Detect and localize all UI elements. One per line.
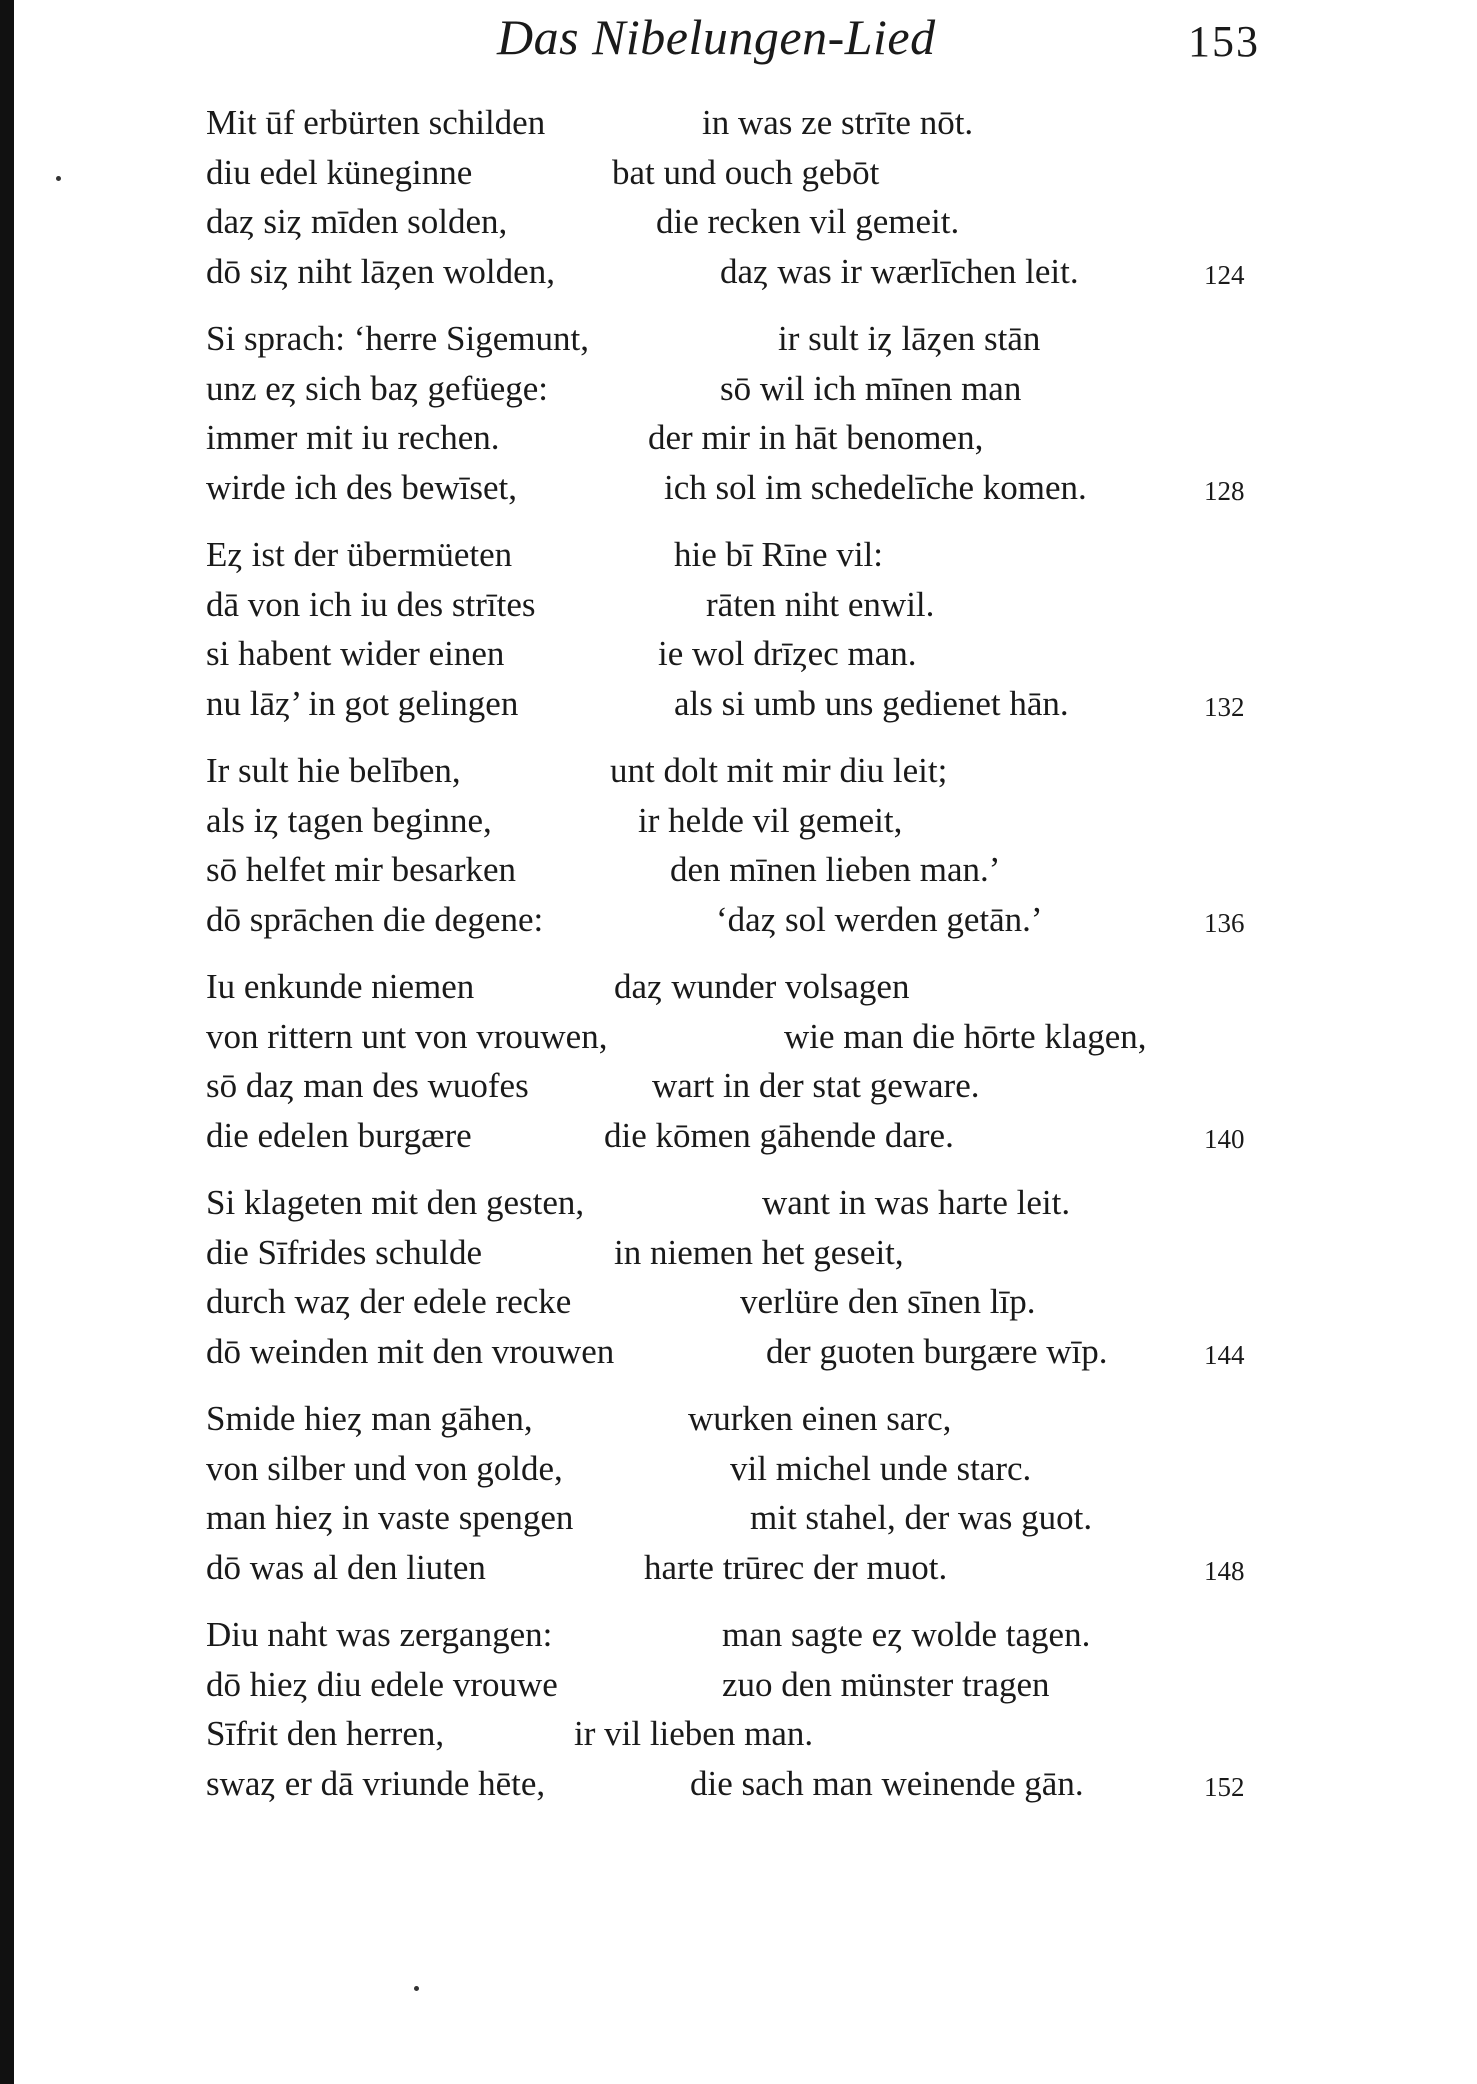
verse-second-half: ir sult iȥ lāȥen stān (778, 319, 1041, 358)
verse-line (206, 197, 1276, 247)
verse-first-half: als iȥ tagen beginne, (206, 800, 492, 840)
verse-first-half: dō was al den liuten (206, 1547, 486, 1587)
verse-second-half: der guoten burgære wīp. (766, 1331, 1108, 1371)
verse-line (206, 845, 1276, 895)
verse-line (206, 746, 1276, 796)
stanza-line-number: 136 (1204, 907, 1245, 938)
print-speck (414, 1986, 419, 1991)
verse-first-half: daȥ siȥ mīden solden, (206, 202, 508, 241)
verse-first-half: immer mit iu rechen. (206, 418, 500, 457)
verse-line (206, 1444, 1276, 1494)
verse-second-half: wie man die hōrte klagen, (784, 1016, 1147, 1056)
verse-first-half: Sīfrit den herren, (206, 1714, 445, 1753)
verse-first-half: Si sprach: ‘herre Sigemunt, (206, 319, 589, 358)
verse-first-half: nu lāȥ’ in got gelingen (206, 683, 519, 723)
verse-first-half: Eȥ ist der übermüeten (206, 535, 513, 574)
stanza (206, 746, 1276, 944)
verse-first-half: unz eȥ sich baȥ gefüege: (206, 368, 549, 408)
verse-line (206, 247, 1276, 297)
verse-first-half: si habent wider einen (206, 634, 505, 673)
running-title: Das Nibelungen-Lied (497, 9, 936, 65)
verse-line (206, 580, 1276, 630)
verse-second-half: rāten niht enwil. (706, 584, 935, 624)
verse-first-half: swaȥ er dā vriunde hēte, (206, 1763, 546, 1803)
verse-first-half: die edelen burgære (206, 1115, 472, 1155)
stanza-line-number: 124 (1204, 259, 1245, 290)
verse-second-half: ir helde vil gemeit, (638, 800, 903, 840)
stanza-line-number: 152 (1204, 1771, 1245, 1802)
verse-first-half: Mit ūf erbürten schilden (206, 103, 546, 142)
verse-line (206, 98, 1276, 148)
verse-second-half: die sach man weinende gān. (690, 1763, 1084, 1803)
verse-second-half: der mir in hāt benomen, (648, 418, 984, 457)
verse-second-half: die kōmen gāhende dare. (604, 1115, 954, 1155)
verse-line (206, 1610, 1276, 1660)
verse-second-half: man sagte eȥ wolde tagen. (722, 1615, 1091, 1654)
verse-second-half: in niemen het geseit, (614, 1232, 904, 1272)
verse-second-half: wart in der stat geware. (652, 1066, 980, 1105)
verse-line (206, 796, 1276, 846)
verse-second-half: harte trūrec der muot. (644, 1547, 948, 1587)
verse-line (206, 413, 1276, 463)
verse-second-half: bat und ouch gebōt (612, 152, 880, 192)
verse-line (206, 1543, 1276, 1593)
verse-second-half: ich sol im schedelīche komen. (664, 467, 1087, 507)
verse-line (206, 1660, 1276, 1710)
stanza (206, 1610, 1276, 1808)
verse-first-half: man hieȥ in vaste spengen (206, 1498, 574, 1537)
verse-line (206, 679, 1276, 729)
verse-line (206, 1493, 1276, 1543)
verse-second-half: daȥ wunder volsagen (614, 967, 910, 1006)
verse-first-half: die Sīfrides schulde (206, 1232, 483, 1272)
verse-second-half: hie bī Rīne vil: (674, 535, 884, 574)
verse-second-half: ir vil lieben man. (574, 1714, 814, 1753)
page-header (0, 8, 1477, 78)
verse-line (206, 1228, 1276, 1278)
verse-line (206, 364, 1276, 414)
verse-line (206, 1012, 1276, 1062)
stanza (206, 1178, 1276, 1376)
verse-line (206, 530, 1276, 580)
verse-second-half: vil michel unde starc. (730, 1448, 1032, 1488)
verse-first-half: dā von ich iu des strītes (206, 584, 536, 624)
verse-line (206, 1277, 1276, 1327)
verse-second-half: den mīnen lieben man.’ (670, 850, 1001, 889)
verse-first-half: Smide hieȥ man gāhen, (206, 1399, 533, 1438)
poem-body (206, 98, 1276, 1826)
verse-first-half: sō daȥ man des wuofes (206, 1066, 529, 1105)
stanza-line-number: 128 (1204, 475, 1245, 506)
verse-first-half: sō helfet mir besarken (206, 850, 517, 889)
verse-first-half: dō weinden mit den vrouwen (206, 1331, 615, 1371)
stanza (206, 962, 1276, 1160)
verse-line (206, 629, 1276, 679)
verse-first-half: Si klageten mit den gesten, (206, 1183, 585, 1222)
stanza-line-number: 132 (1204, 691, 1245, 722)
verse-line (206, 1394, 1276, 1444)
verse-second-half: die recken vil gemeit. (656, 202, 960, 241)
verse-line (206, 1178, 1276, 1228)
stanza (206, 1394, 1276, 1592)
verse-first-half: Diu naht was zergangen: (206, 1615, 553, 1654)
stanza-line-number: 144 (1204, 1339, 1245, 1370)
verse-line (206, 895, 1276, 945)
verse-second-half: daȥ was ir wærlīchen leit. (720, 251, 1079, 291)
verse-second-half: ie wol drīȥec man. (658, 634, 917, 673)
verse-second-half: sō wil ich mīnen man (720, 368, 1022, 408)
verse-first-half: diu edel küneginne (206, 152, 473, 192)
stanza-line-number: 148 (1204, 1555, 1245, 1586)
page-binding-edge (0, 0, 14, 2084)
verse-line (206, 1061, 1276, 1111)
verse-line (206, 962, 1276, 1012)
verse-second-half: mit stahel, der was guot. (750, 1498, 1093, 1537)
verse-first-half: dō sprāchen die degene: (206, 899, 544, 939)
verse-first-half: Ir sult hie belīben, (206, 751, 461, 790)
verse-first-half: durch waȥ der edele recke (206, 1282, 572, 1321)
page-number: 153 (1188, 17, 1260, 66)
stanza (206, 98, 1276, 296)
verse-second-half: in was ze strīte nōt. (702, 103, 974, 142)
verse-line (206, 463, 1276, 513)
verse-line (206, 1709, 1276, 1759)
verse-second-half: ‘daȥ sol werden getān.’ (716, 899, 1043, 939)
verse-second-half: als si umb uns gedienet hān. (674, 683, 1069, 723)
verse-second-half: zuo den münster tragen (722, 1664, 1050, 1704)
stanza (206, 530, 1276, 728)
verse-first-half: wirde ich des bewīset, (206, 467, 518, 507)
verse-first-half: dō siȥ niht lāȥen wolden, (206, 251, 555, 291)
verse-second-half: unt dolt mit mir diu leit; (610, 751, 948, 790)
verse-first-half: von silber und von golde, (206, 1448, 563, 1488)
verse-line (206, 1327, 1276, 1377)
verse-first-half: von rittern unt von vrouwen, (206, 1016, 608, 1056)
verse-line (206, 314, 1276, 364)
verse-second-half: wurken einen sarc, (688, 1399, 952, 1438)
stanza-line-number: 140 (1204, 1123, 1245, 1154)
verse-line (206, 1759, 1276, 1809)
verse-second-half: verlüre den sīnen līp. (740, 1282, 1036, 1321)
verse-second-half: want in was harte leit. (762, 1183, 1071, 1222)
verse-first-half: dō hieȥ diu edele vrouwe (206, 1664, 558, 1704)
verse-line (206, 1111, 1276, 1161)
stanza (206, 314, 1276, 512)
verse-line (206, 148, 1276, 198)
verse-first-half: Iu enkunde niemen (206, 967, 475, 1006)
print-speck (56, 176, 61, 181)
